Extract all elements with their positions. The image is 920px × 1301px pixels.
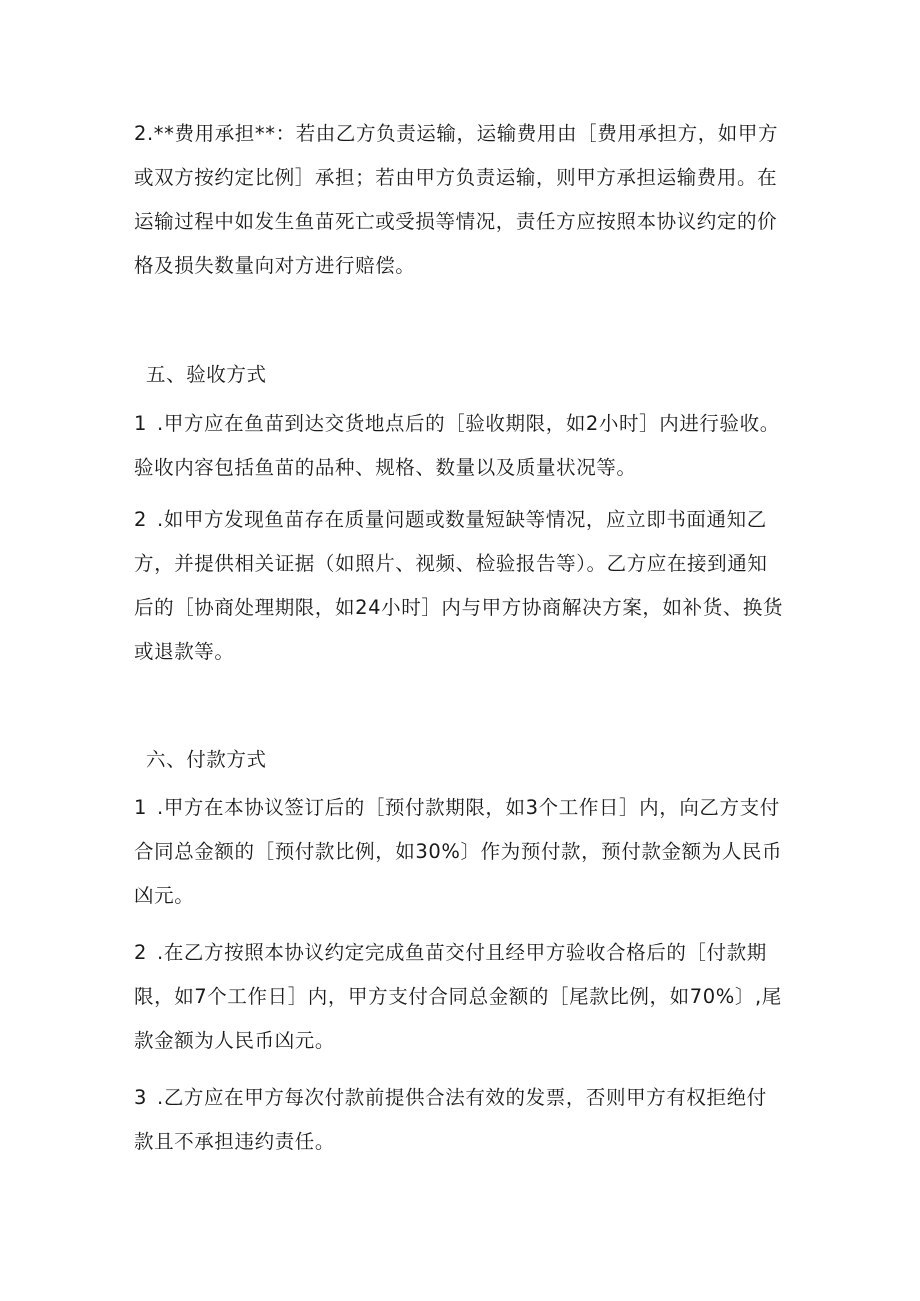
acceptance-clause-2 xyxy=(134,498,784,674)
section-five-heading: 五、验收方式 xyxy=(146,363,267,386)
payment-clause-3 xyxy=(134,1076,784,1164)
clause-number: 1 xyxy=(134,412,148,435)
clause-text: .在乙方按照本协议约定完成鱼苗交付且经甲方验收合格后的［付款期限，如7个工作日］内，甲方支付合同总金额的［尾款比例，如70%〕,尾款金额为人民币凶元。 xyxy=(134,941,782,1052)
clause-text: .甲方应在鱼苗到达交货地点后的［验收期限，如2小时］内进行验收。验收内容包括鱼苗的品种、规格、数量以及质量状况等。 xyxy=(134,412,780,479)
section-six-heading: 六、付款方式 xyxy=(146,748,267,771)
clause-text: .如甲方发现鱼苗存在质量问题或数量短缺等情况，应立即书面通知乙方，并提供相关证据（如照片、视频、检验报告等）。乙方应在接到通知后的［协商处理期限，如24小时］内与甲方协商解决方案，如补货、换货或退款等。 xyxy=(134,508,784,663)
clause-number: 1 xyxy=(134,796,148,819)
clause-number: 2 xyxy=(134,508,148,531)
clause-number: 3 xyxy=(134,1086,148,1109)
clause-text: .甲方在本协议签订后的［预付款期限，如3个工作日］内，向乙方支付合同总金额的［预付款比例，如30%〕作为预付款，预付款金额为人民币凶元。 xyxy=(134,796,783,907)
payment-clause-1 xyxy=(134,786,784,918)
clause-number: 2 xyxy=(134,941,148,964)
payment-clause-2 xyxy=(134,931,784,1063)
acceptance-clause-1 xyxy=(134,402,784,490)
clause-text: .乙方应在甲方每次付款前提供合法有效的发票，否则甲方有权拒绝付款且不承担违约责任。 xyxy=(134,1086,767,1153)
transport-cost-clause: 2.**费用承担**：若由乙方负责运输，运输费用由［费用承担方，如甲方或双方按约定比例］承担；若由甲方负责运输，则甲方承担运输费用。在运输过程中如发生鱼苗死亡或受损等情况，责任方应按照本协议约定的价格及损失数量向对方进行赔偿。 xyxy=(134,122,779,277)
